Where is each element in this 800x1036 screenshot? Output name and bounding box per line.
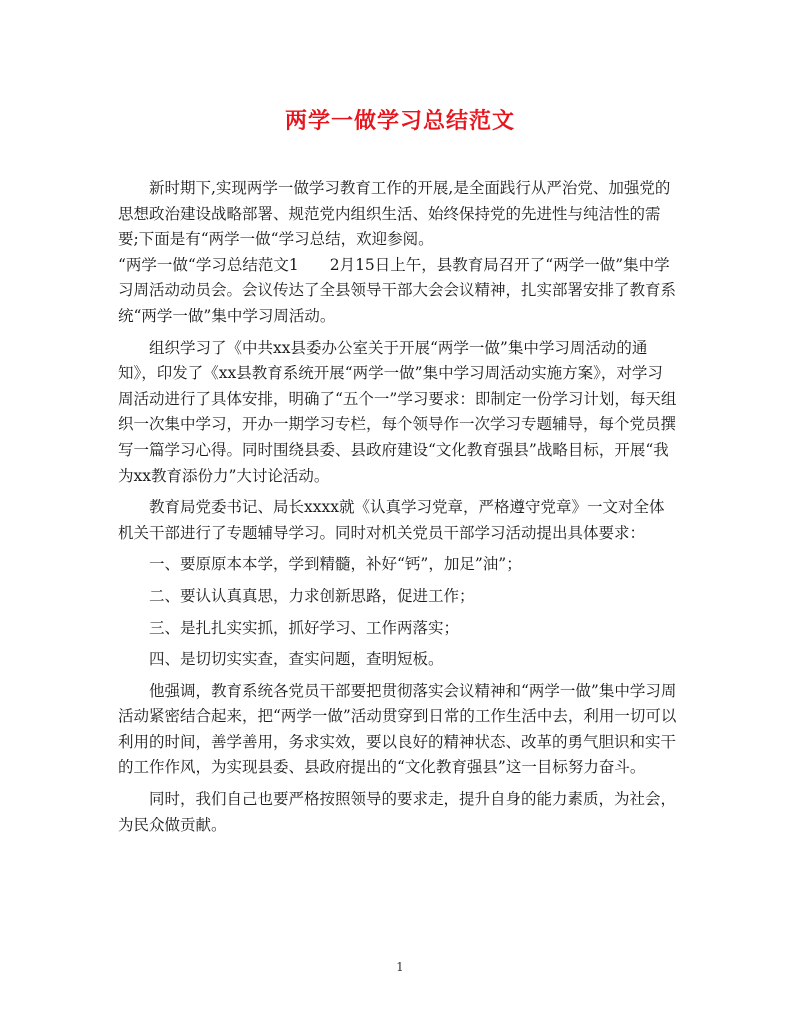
paragraph-emphasis: 他强调，教育系统各党员干部要把贯彻落实会议精神和“两学一做”集中学习周活动紧密结合起来，把“两学一做”活动贯穿到日常的工作生活中去，利用一切可以利用的时间，善学善用，务求实效，要以良好的精神状态、改革的勇气胆识和实干的工作作风，为实现县委、县政府提出的“文化教育强县”这一目标努力奋斗。	[118, 681, 677, 777]
document-title: 两学一做学习总结范文	[284, 109, 515, 134]
list-item-3: 三、是扎扎实实抓，抓好学习、工作两落实；	[149, 618, 460, 637]
paragraph-sample-heading: “两学一做“学习总结范文1 2月15日上午，县教育局召开了“两学一做”集中学习周活动动员会。会议传达了全县领导干部大会会议精神，扎实部署安排了教育系统“两学一做”集中学习周活动。	[118, 255, 677, 325]
paragraph-organize-study: 组织学习了《中共xx县委办公室关于开展“两学一做”集中学习周活动的通知》，印发了《xx县教育系统开展“两学一做”集中学习周活动实施方案》，对学习周活动进行了具体安排，明确了“五个一”学习要求：即制定一份学习计划，每天组织一次集中学习，开办一期学习专栏，每个领导作一次学习专题辅导，每个党员撰写一篇学习心得。同时围绕县委、县政府建设“文化教育强县”战略目标，开展“我为xx教育添份力”大讨论活动。	[118, 338, 677, 485]
paragraph-intro: 新时期下,实现两学一做学习教育工作的开展,是全面践行从严治党、加强党的思想政治建设战略部署、规范党内组织生活、始终保持党的先进性与纯洁性的需要;下面是有“两学一做“学习总结，欢迎参阅。	[118, 179, 671, 249]
page-number: 1	[396, 960, 404, 974]
list-item-1: 一、要原原本本学，学到精髓，补好“钙”，加足”油”；	[149, 555, 522, 574]
list-item-4: 四、是切切实实查，查实问题，查明短板。	[149, 650, 444, 669]
list-item-2: 二、要认认真真思，力求创新思路，促进工作；	[149, 586, 475, 605]
document-body	[118, 176, 678, 838]
paragraph-secretary: 教育局党委书记、局长xxxx就《认真学习党章，严格遵守党章》一文对全体机关干部进行了专题辅导学习。同时对机关党员干部学习活动提出具体要求：	[118, 498, 665, 542]
paragraph-closing: 同时，我们自己也要严格按照领导的要求走，提升自身的能力素质，为社会，为民众做贡献。	[118, 790, 677, 834]
